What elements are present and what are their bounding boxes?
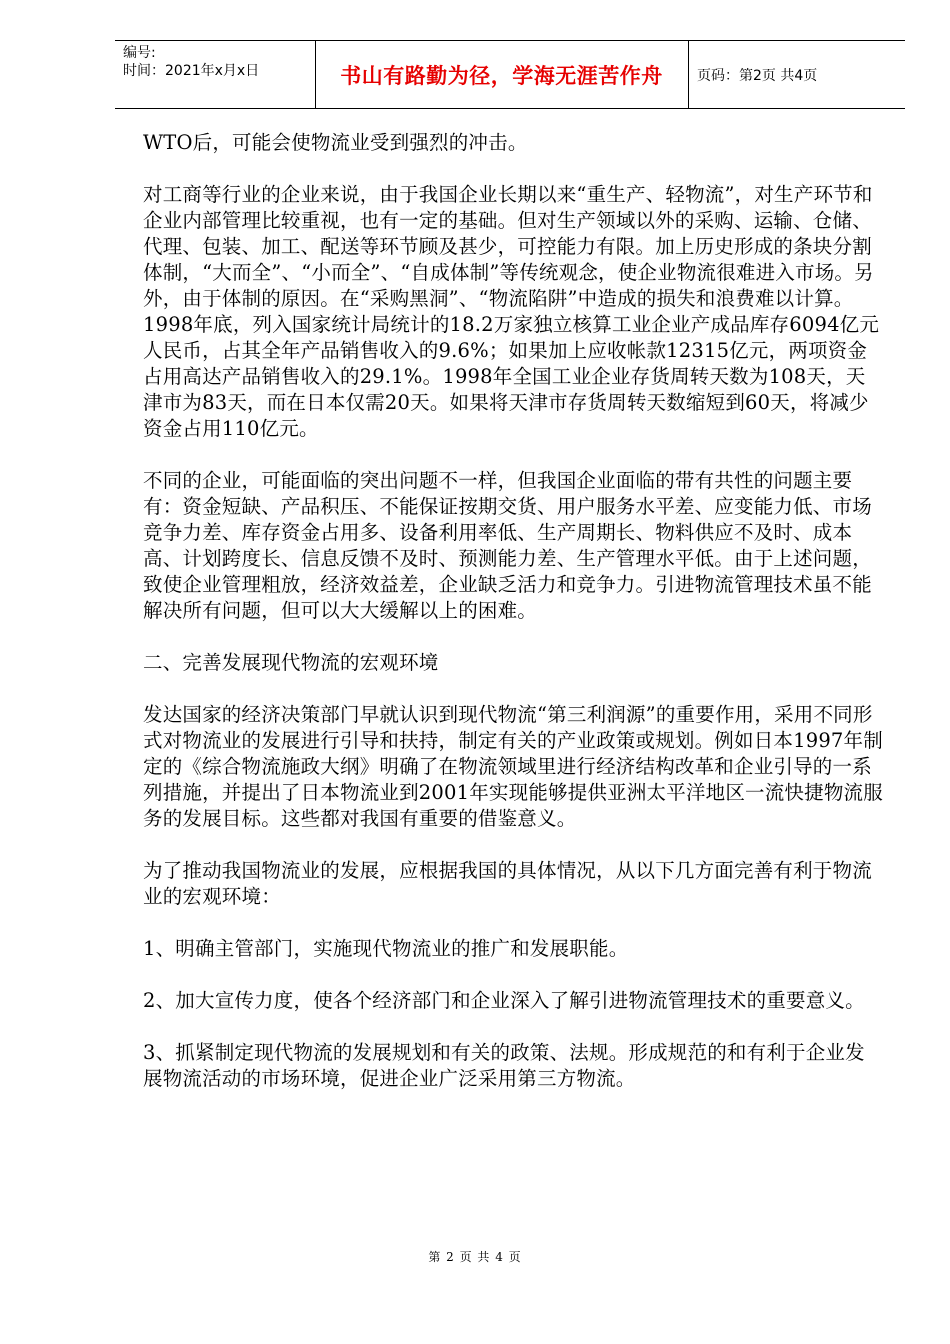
list-item-2: 2、加大宣传力度，使各个经济部门和企业深入了解引进物流管理技术的重要意义。 bbox=[143, 989, 865, 1012]
paragraph-wto-impact: WTO后，可能会使物流业受到强烈的冲击。 bbox=[143, 131, 528, 154]
paragraph-improve-environment: 为了推动我国物流业的发展，应根据我国的具体情况，从以下几方面完善有利于物流业的宏观环境： bbox=[143, 859, 872, 908]
paragraph-developed-countries: 发达国家的经济决策部门早就认识到现代物流“第三利润源”的重要作用，采用不同形式对物流业的发展进行引导和扶持，制定有关的产业政策或规划。例如日本1997年制定的《综合物流施政大纲》明确了在物流领域里进行经济结构改革和企业引导的一系列措施，并提出了日本物流业到2001年实现能够提供亚洲太平洋地区一流快捷物流服务的发展目标。这些都对我国有重要的借鉴意义。 bbox=[143, 703, 883, 830]
paragraph-common-problems: 不同的企业，可能面临的突出问题不一样，但我国企业面临的带有共性的问题主要有：资金短缺、产品积压、不能保证按期交货、用户服务水平差、应变能力低、市场竞争力差、库存资金占用多、设备利用率低、生产周期长、物料供应不及时、成本高、计划跨度长、信息反馈不及时、预测能力差、生产管理水平低。由于上述问题，致使企业管理粗放，经济效益差，企业缺乏活力和竞争力。引进物流管理技术虽不能解决所有问题，但可以大大缓解以上的困难。 bbox=[143, 469, 872, 622]
document-number-label: 编号: bbox=[123, 45, 156, 61]
list-item-1: 1、明确主管部门，实施现代物流业的推广和发展职能。 bbox=[143, 937, 629, 960]
page-footer: 第 2 页 共 4 页 bbox=[428, 1250, 522, 1264]
header-page-cell bbox=[689, 41, 905, 108]
section-heading: 二、完善发展现代物流的宏观环境 bbox=[143, 651, 439, 674]
header-motto: 书山有路勤为径，学海无涯苦作舟 bbox=[340, 63, 663, 88]
header-motto-cell bbox=[315, 41, 689, 108]
document-body bbox=[143, 130, 883, 1118]
header-page-code: 页码：第2页 共4页 bbox=[697, 67, 818, 84]
header-meta-cell bbox=[115, 41, 316, 108]
paragraph-enterprise-logistics: 对工商等行业的企业来说，由于我国企业长期以来“重生产、轻物流”，对生产环节和企业内部管理比较重视，也有一定的基础。但对生产领域以外的采购、运输、仓储、代理、包装、加工、配送等环节顾及甚少，可控能力有限。加上历史形成的条块分割体制，“大而全”、“小而全”、“自成体制”等传统观念，使企业物流很难进入市场。另外，由于体制的原因。在“采购黑洞”、“物流陷阱”中造成的损失和浪费难以计算。1998年底，列入国家统计局统计的18.2万家独立核算工业企业产成品库存6094亿元人民币，占其全年产品销售收入的9.6%；如果加上应收帐款12315亿元，两项资金占用高达产品销售收入的29.1%。1998年全国工业企业存货周转天数为108天，天津市为83天，而在日本仅需20天。如果将天津市存货周转天数缩短到60天，将减少资金占用110亿元。 bbox=[143, 183, 880, 440]
document-time-label: 时间：2021年x月x日 bbox=[123, 63, 260, 79]
page-header bbox=[115, 40, 905, 109]
list-item-3: 3、抓紧制定现代物流的发展规划和有关的政策、法规。形成规范的和有利于企业发展物流活动的市场环境，促进企业广泛采用第三方物流。 bbox=[143, 1041, 865, 1090]
